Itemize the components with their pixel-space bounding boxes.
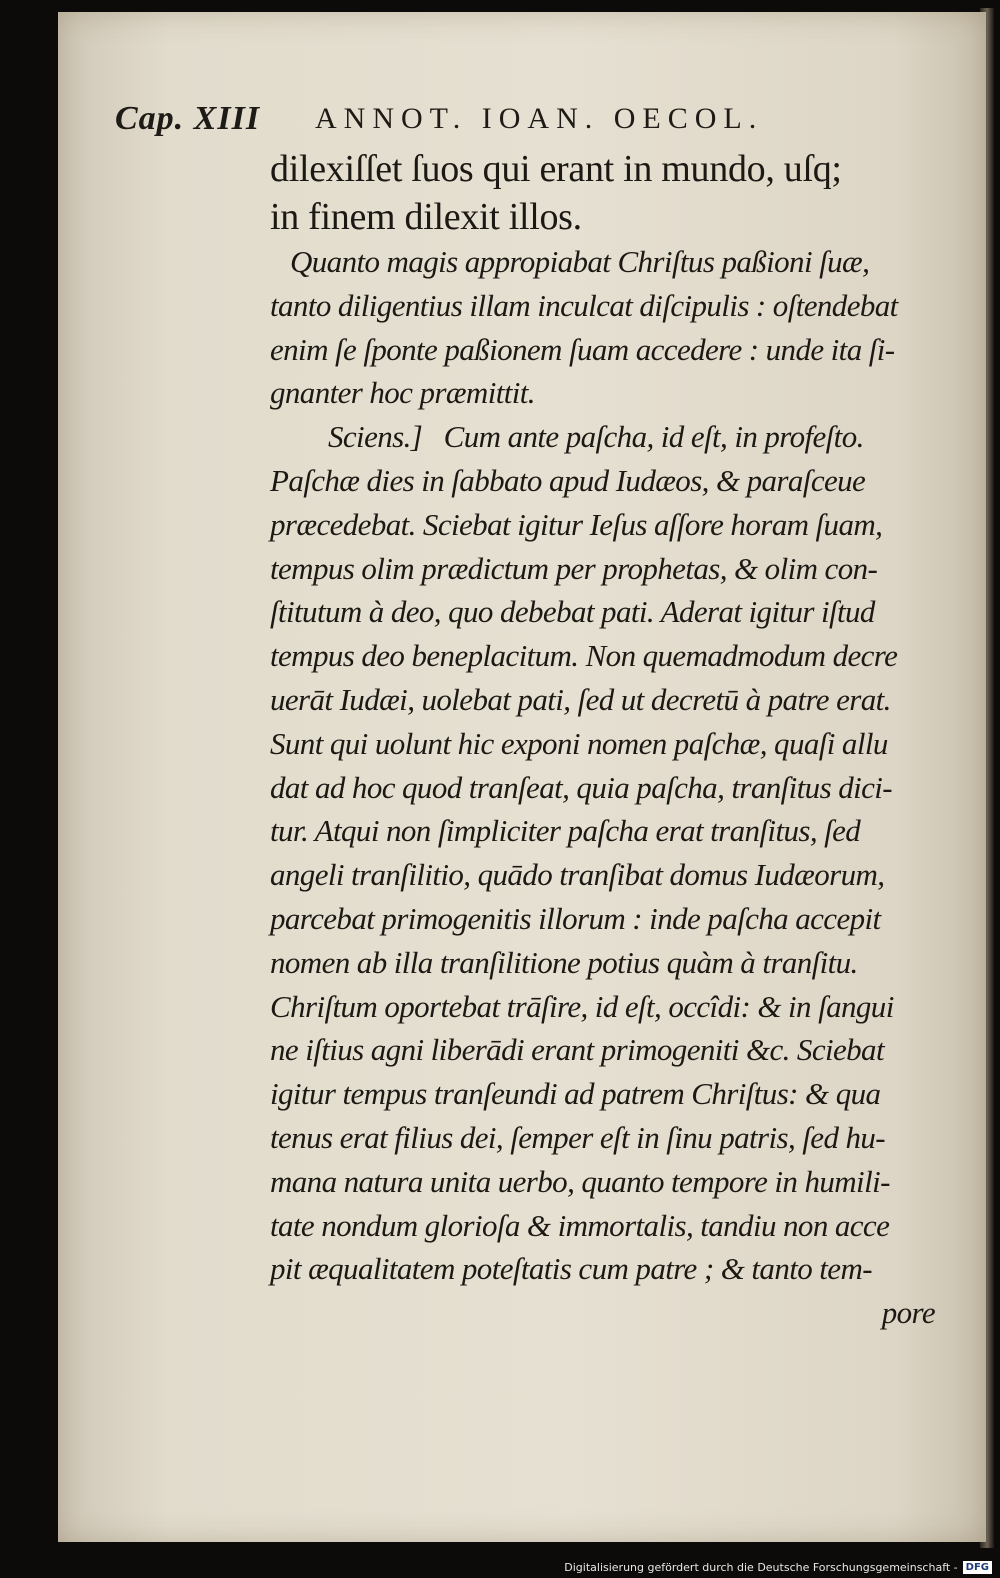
scripture-verse [270,145,950,241]
commentary-line: tate nondum glorioſa & immortalis, tandiu non acce [270,1207,890,1243]
commentary-line: nomen ab illa tranſilitione potius quàm à tranſitu. [270,944,858,980]
commentary-line: uerāt Iudæi, uolebat pati, ſed ut decretū à patre erat. [270,681,891,717]
commentary-line: mana natura unita uerbo, quanto tempore in humili- [270,1163,890,1199]
footer-credit: Digitalisierung gefördert durch die Deutsche Forschungsgemeinschaft - [564,1560,958,1574]
commentary-line: tempus deo beneplacitum. Non quemadmodum decre [270,638,898,674]
commentary-line: tenus erat filius dei, ſemper eſt in ſinu patris, ſed hu- [270,1119,886,1155]
commentary-line: gnanter hoc præmittit. [270,375,535,411]
commentary-line: Paſchæ dies in ſabbato apud Iudæos, & paraſceue [270,462,866,498]
verse-line: dilexiſſet ſuos qui erant in mundo, uſq; [270,148,842,190]
commentary-line: pit æqualitatem poteſtatis cum patre ; & tanto tem- [270,1251,872,1287]
commentary-line: parcebat primogenitis illorum : inde paſcha accepit [270,900,881,936]
commentary-line: enim ſe ſponte paßionem ſuam accedere : unde ita ſi- [270,331,895,367]
commentary-line: Chriſtum oportebat trāſire, id eſt, occîdi: & in ſangui [270,988,894,1024]
commentary [270,240,935,1335]
commentary-line: ſtitutum à deo, quo debebat pati. Aderat igitur iſtud [270,594,875,630]
commentary-line: Quanto magis appropiabat Chriſtus paßioni ſuæ, [290,244,870,279]
dfg-logo: DFG [963,1561,992,1574]
commentary-line: dat ad hoc quod tranſeat, quia paſcha, tranſitus dici- [270,769,893,805]
commentary-line: tur. Atqui non ſimpliciter paſcha erat tranſitus, ſed [270,813,861,849]
running-head: ANNOT. IOAN. OECOL. [315,102,764,135]
chapter-label: Cap. XIII [115,100,261,137]
verse-line: in finem dilexit illos. [270,196,582,238]
commentary-line: igitur tempus tranſeundi ad patrem Chriſtus: & qua [270,1076,881,1112]
commentary-line: tanto diligentius illam inculcat diſcipulis : oſtendebat [270,287,898,323]
commentary-line: Sciens.] Cum ante paſcha, id eſt, in profeſto. [328,419,864,455]
commentary-line: ne iſtius agni liberādi erant primogeniti &c. Sciebat [270,1032,884,1068]
catchword: pore [881,1295,935,1331]
digitization-footer [564,1559,992,1575]
commentary-line: tempus olim prædictum per prophetas, & olim con- [270,550,878,586]
page-header [115,100,935,144]
commentary-line: præcedebat. Sciebat igitur Ieſus aſſore horam ſuam, [270,506,883,542]
commentary-line: Sunt qui uolunt hic exponi nomen paſchæ, quaſi allu [270,725,888,761]
commentary-line: angeli tranſilitio, quādo tranſibat domus Iudæorum, [270,857,885,893]
